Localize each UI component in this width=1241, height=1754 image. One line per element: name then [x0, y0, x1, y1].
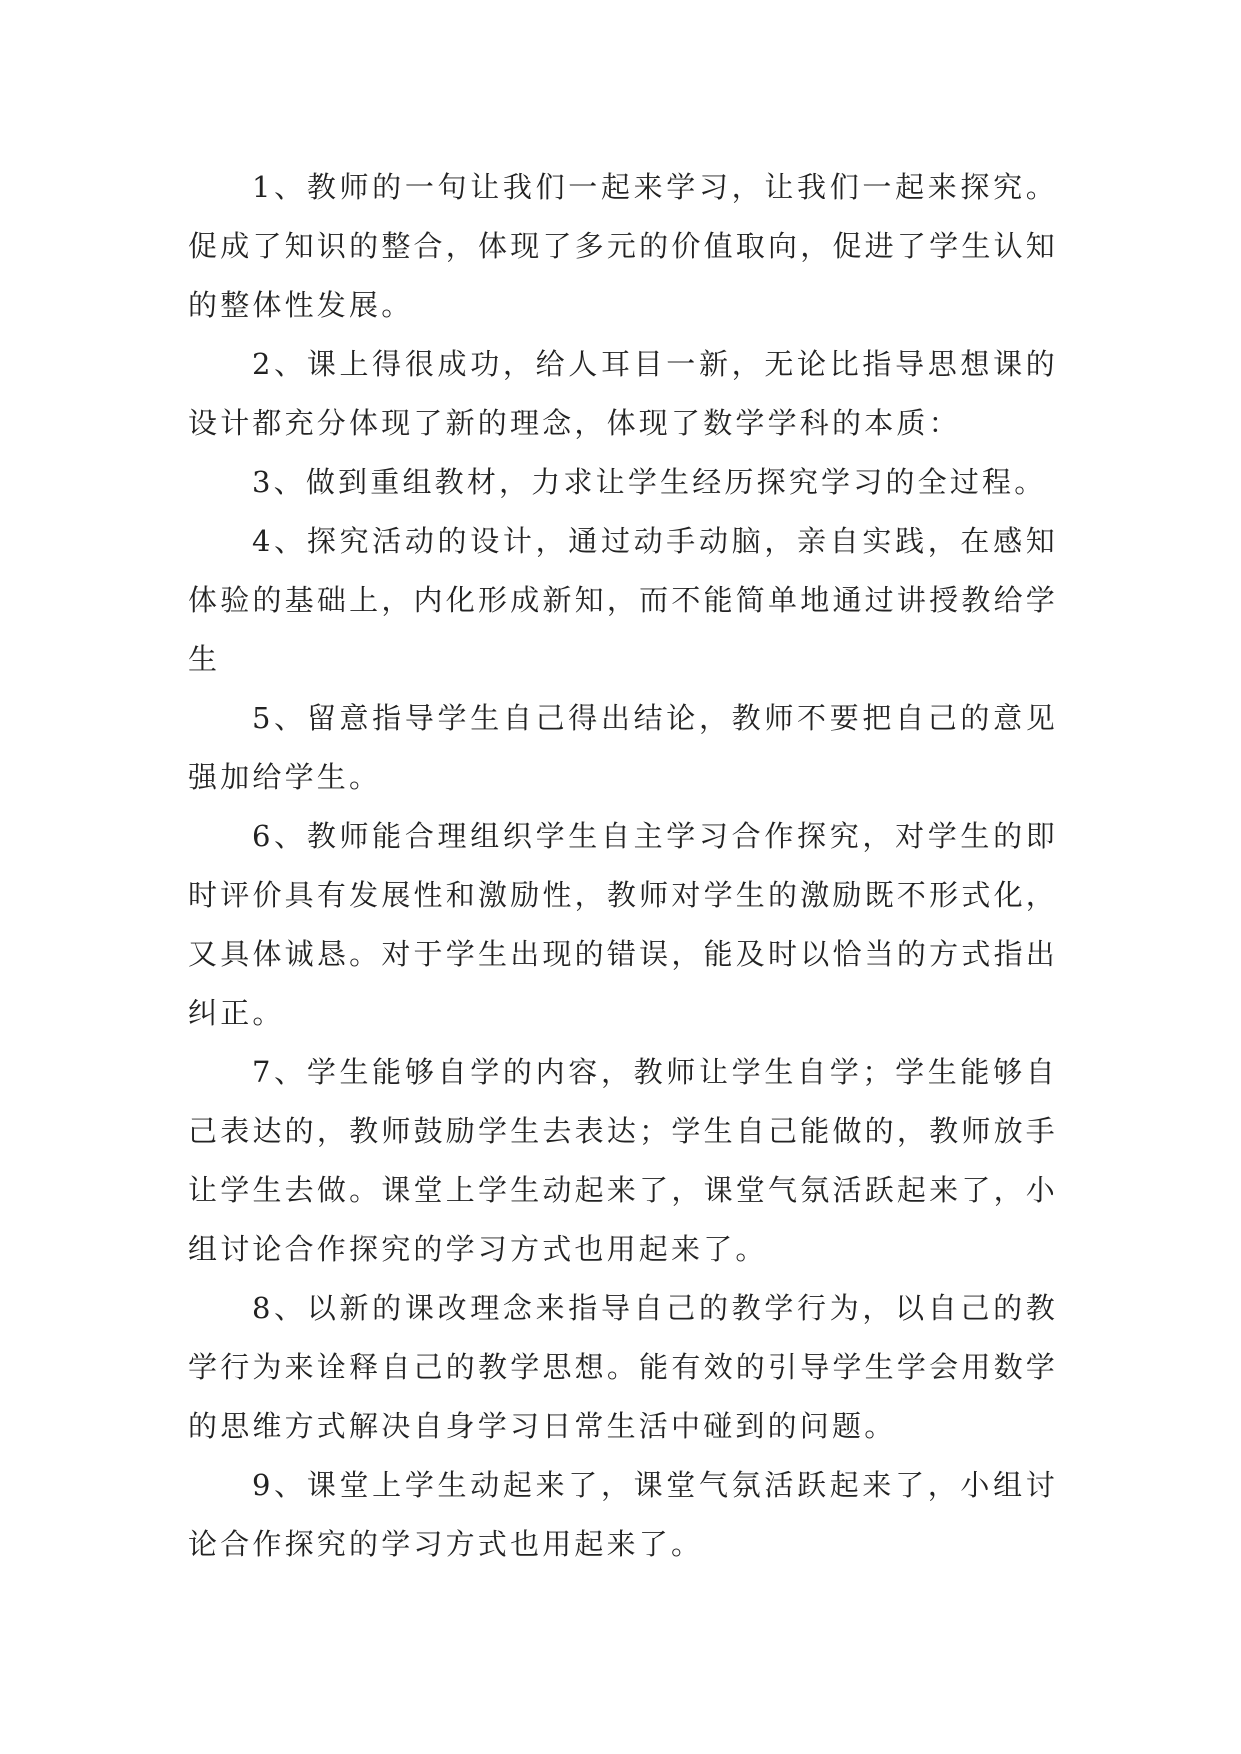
paragraph-3: 3、做到重组教材，力求让学生经历探究学习的全过程。	[252, 465, 1047, 499]
paragraph-2: 2、课上得很成功，给人耳目一新，无论比指导思想课的设计都充分体现了新的理念，体现了数学学科的本质：	[188, 347, 1058, 440]
paragraph-4: 4、探究活动的设计，通过动手动脑，亲自实践，在感知体验的基础上，内化形成新知，而不能简单地通过讲授教给学生	[188, 524, 1058, 676]
document-body	[188, 158, 1058, 1574]
paragraph-9: 9、课堂上学生动起来了，课堂气氛活跃起来了，小组讨论合作探究的学习方式也用起来了。	[188, 1468, 1058, 1561]
paragraph-1: 1、教师的一句让我们一起来学习，让我们一起来探究。促成了知识的整合，体现了多元的价值取向，促进了学生认知的整体性发展。	[188, 170, 1058, 322]
paragraph-6: 6、教师能合理组织学生自主学习合作探究，对学生的即时评价具有发展性和激励性，教师对学生的激励既不形式化，又具体诚恳。对于学生出现的错误，能及时以恰当的方式指出纠正。	[188, 819, 1058, 1030]
paragraph-5: 5、留意指导学生自己得出结论，教师不要把自己的意见强加给学生。	[188, 701, 1058, 794]
paragraph-8: 8、以新的课改理念来指导自己的教学行为，以自己的教学行为来诠释自己的教学思想。能有效的引导学生学会用数学的思维方式解决自身学习日常生活中碰到的问题。	[188, 1291, 1058, 1443]
paragraph-7: 7、学生能够自学的内容，教师让学生自学；学生能够自己表达的，教师鼓励学生去表达；学生自己能做的，教师放手让学生去做。课堂上学生动起来了，课堂气氛活跃起来了，小组讨论合作探究的学习方式也用起来了。	[188, 1055, 1058, 1266]
